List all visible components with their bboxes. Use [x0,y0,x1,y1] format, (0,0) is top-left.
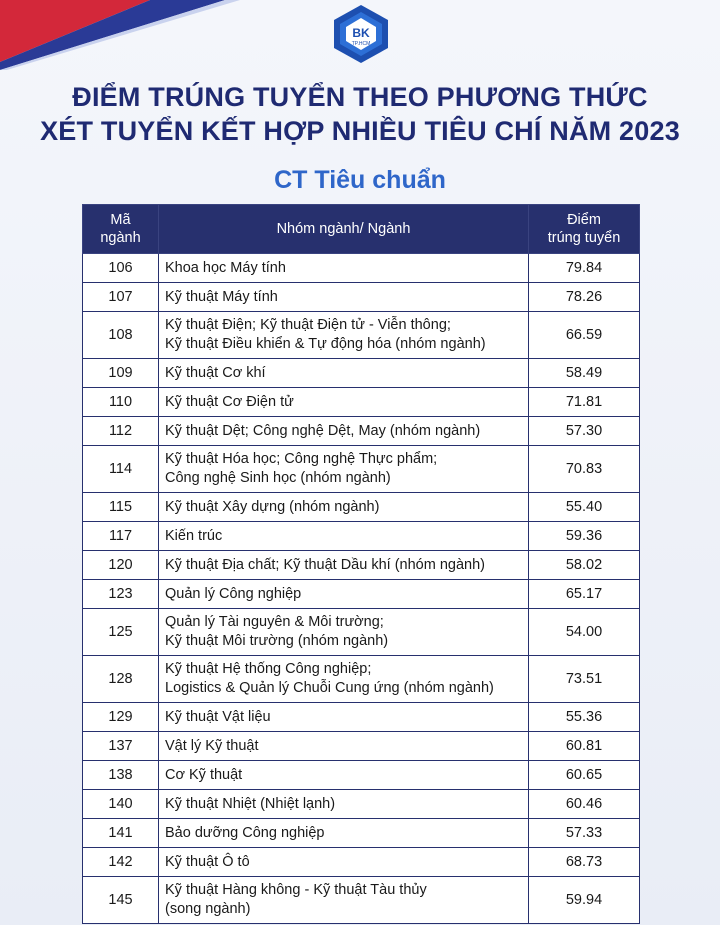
column-header-score-line1: Điểm [567,212,601,228]
admission-score-cell: 66.59 [529,312,640,359]
admission-score-cell: 78.26 [529,283,640,312]
major-name-line: (song ngành) [165,901,251,917]
admission-score-cell: 60.46 [529,790,640,819]
column-header-score-line2: trúng tuyển [547,230,621,246]
table-row [83,551,640,580]
table-row [83,359,640,388]
major-name-line: Khoa học Máy tính [165,259,286,276]
major-name-line: Kỹ thuật Xây dựng (nhóm ngành) [165,498,380,515]
major-code-cell: 138 [83,761,159,790]
major-code-cell: 117 [83,522,159,551]
admission-score-table [82,204,640,924]
column-header-score [529,205,640,254]
logo-text: BK [352,26,370,40]
major-name-cell [159,848,529,877]
major-name-line: Kỹ thuật Địa chất; Kỹ thuật Dầu khí (nhóm ngành) [165,556,485,573]
admission-score-cell: 59.94 [529,877,640,924]
admission-score-cell: 60.81 [529,732,640,761]
column-header-code [83,205,159,254]
major-code-cell: 129 [83,703,159,732]
major-name-cell [159,359,529,388]
major-name-line: Kỹ thuật Cơ Điện tử [165,393,294,410]
major-code-cell: 106 [83,254,159,283]
major-name-cell [159,522,529,551]
major-name-line: Kỹ thuật Dệt; Công nghệ Dệt, May (nhóm ngành) [165,422,481,439]
major-code-cell: 125 [83,609,159,656]
major-name-line: Kỹ thuật Điều khiển & Tự động hóa (nhóm ngành) [165,336,486,352]
table-row [83,283,640,312]
major-name-line: Kỹ thuật Hóa học; Công nghệ Thực phẩm; [165,451,438,467]
major-name-line: Kỹ thuật Ô tô [165,853,250,870]
admission-score-cell: 57.33 [529,819,640,848]
table-row [83,656,640,703]
table-row [83,388,640,417]
table-body [83,254,640,924]
table-row [83,493,640,522]
major-name-cell [159,312,529,359]
major-name-cell [159,493,529,522]
admission-score-cell: 60.65 [529,761,640,790]
major-code-cell: 114 [83,446,159,493]
major-name-cell [159,580,529,609]
major-code-cell: 120 [83,551,159,580]
table-row [83,790,640,819]
major-code-cell: 112 [83,417,159,446]
admission-score-cell: 73.51 [529,656,640,703]
major-code-cell: 108 [83,312,159,359]
admission-score-cell: 55.36 [529,703,640,732]
major-name-line: Kỹ thuật Nhiệt (Nhiệt lạnh) [165,795,336,812]
title-line-1: ĐIỂM TRÚNG TUYỂN THEO PHƯƠNG THỨC [72,82,648,112]
major-name-line: Kỹ thuật Điện; Kỹ thuật Điện tử - Viễn thông; [165,317,451,333]
major-name-cell [159,254,529,283]
major-name-cell [159,656,529,703]
major-code-cell: 109 [83,359,159,388]
table-row [83,446,640,493]
table-row [83,703,640,732]
major-name-cell [159,609,529,656]
admission-score-cell: 79.84 [529,254,640,283]
major-code-cell: 123 [83,580,159,609]
major-code-cell: 110 [83,388,159,417]
major-code-cell: 128 [83,656,159,703]
major-code-cell: 142 [83,848,159,877]
major-name-line: Kỹ thuật Hệ thống Công nghiệp; [165,661,372,677]
table-row [83,417,640,446]
admission-score-cell: 65.17 [529,580,640,609]
major-name-cell [159,388,529,417]
admission-score-cell: 55.40 [529,493,640,522]
logo-subtext: TP.HCM [351,41,371,47]
major-name-cell [159,732,529,761]
subtitle: CT Tiêu chuẩn [274,166,446,194]
major-name-line: Kỹ thuật Môi trường (nhóm ngành) [165,633,389,649]
title-line-2: XÉT TUYỂN KẾT HỢP NHIỀU TIÊU CHÍ NĂM 2023 [40,116,680,146]
table-header-row [83,205,640,254]
column-header-name: Nhóm ngành/ Ngành [159,205,529,254]
major-code-cell: 145 [83,877,159,924]
column-header-code-line2: ngành [100,230,141,246]
table-row [83,580,640,609]
major-name-cell [159,761,529,790]
admission-score-cell: 71.81 [529,388,640,417]
table-row [83,312,640,359]
major-name-line: Cơ Kỹ thuật [165,766,243,783]
major-name-line: Kiến trúc [165,527,223,544]
admission-score-cell: 70.83 [529,446,640,493]
major-name-line: Vật lý Kỹ thuật [165,737,259,754]
major-name-cell [159,446,529,493]
major-name-line: Kỹ thuật Vật liệu [165,708,271,725]
admission-score-cell: 54.00 [529,609,640,656]
major-code-cell: 140 [83,790,159,819]
major-name-cell [159,417,529,446]
admission-score-cell: 68.73 [529,848,640,877]
major-name-cell [159,551,529,580]
table-row [83,254,640,283]
major-name-line: Công nghệ Sinh học (nhóm ngành) [165,470,391,486]
major-name-cell [159,703,529,732]
admission-score-cell: 57.30 [529,417,640,446]
major-code-cell: 107 [83,283,159,312]
major-name-line: Logistics & Quản lý Chuỗi Cung ứng (nhóm ngành) [165,680,494,696]
major-name-line: Kỹ thuật Cơ khí [165,364,266,381]
major-code-cell: 137 [83,732,159,761]
column-header-code-line1: Mã [110,212,131,228]
table-row [83,732,640,761]
major-name-line: Kỹ thuật Hàng không - Kỹ thuật Tàu thủy [165,882,427,898]
admission-score-cell: 58.02 [529,551,640,580]
major-name-line: Quản lý Công nghiệp [165,585,302,602]
table-row [83,609,640,656]
table-row [83,877,640,924]
table-row [83,819,640,848]
table-row [83,522,640,551]
admission-score-cell: 58.49 [529,359,640,388]
admission-score-cell: 59.36 [529,522,640,551]
table-row [83,848,640,877]
corner-decoration [0,0,240,70]
major-code-cell: 115 [83,493,159,522]
major-name-cell [159,819,529,848]
major-name-line: Quản lý Tài nguyên & Môi trường; [165,614,384,630]
major-name-cell [159,877,529,924]
major-name-line: Bảo dưỡng Công nghiệp [165,824,325,841]
major-name-cell [159,283,529,312]
major-name-cell [159,790,529,819]
major-code-cell: 141 [83,819,159,848]
table-row [83,761,640,790]
bk-logo [330,4,392,64]
major-name-line: Kỹ thuật Máy tính [165,288,278,305]
